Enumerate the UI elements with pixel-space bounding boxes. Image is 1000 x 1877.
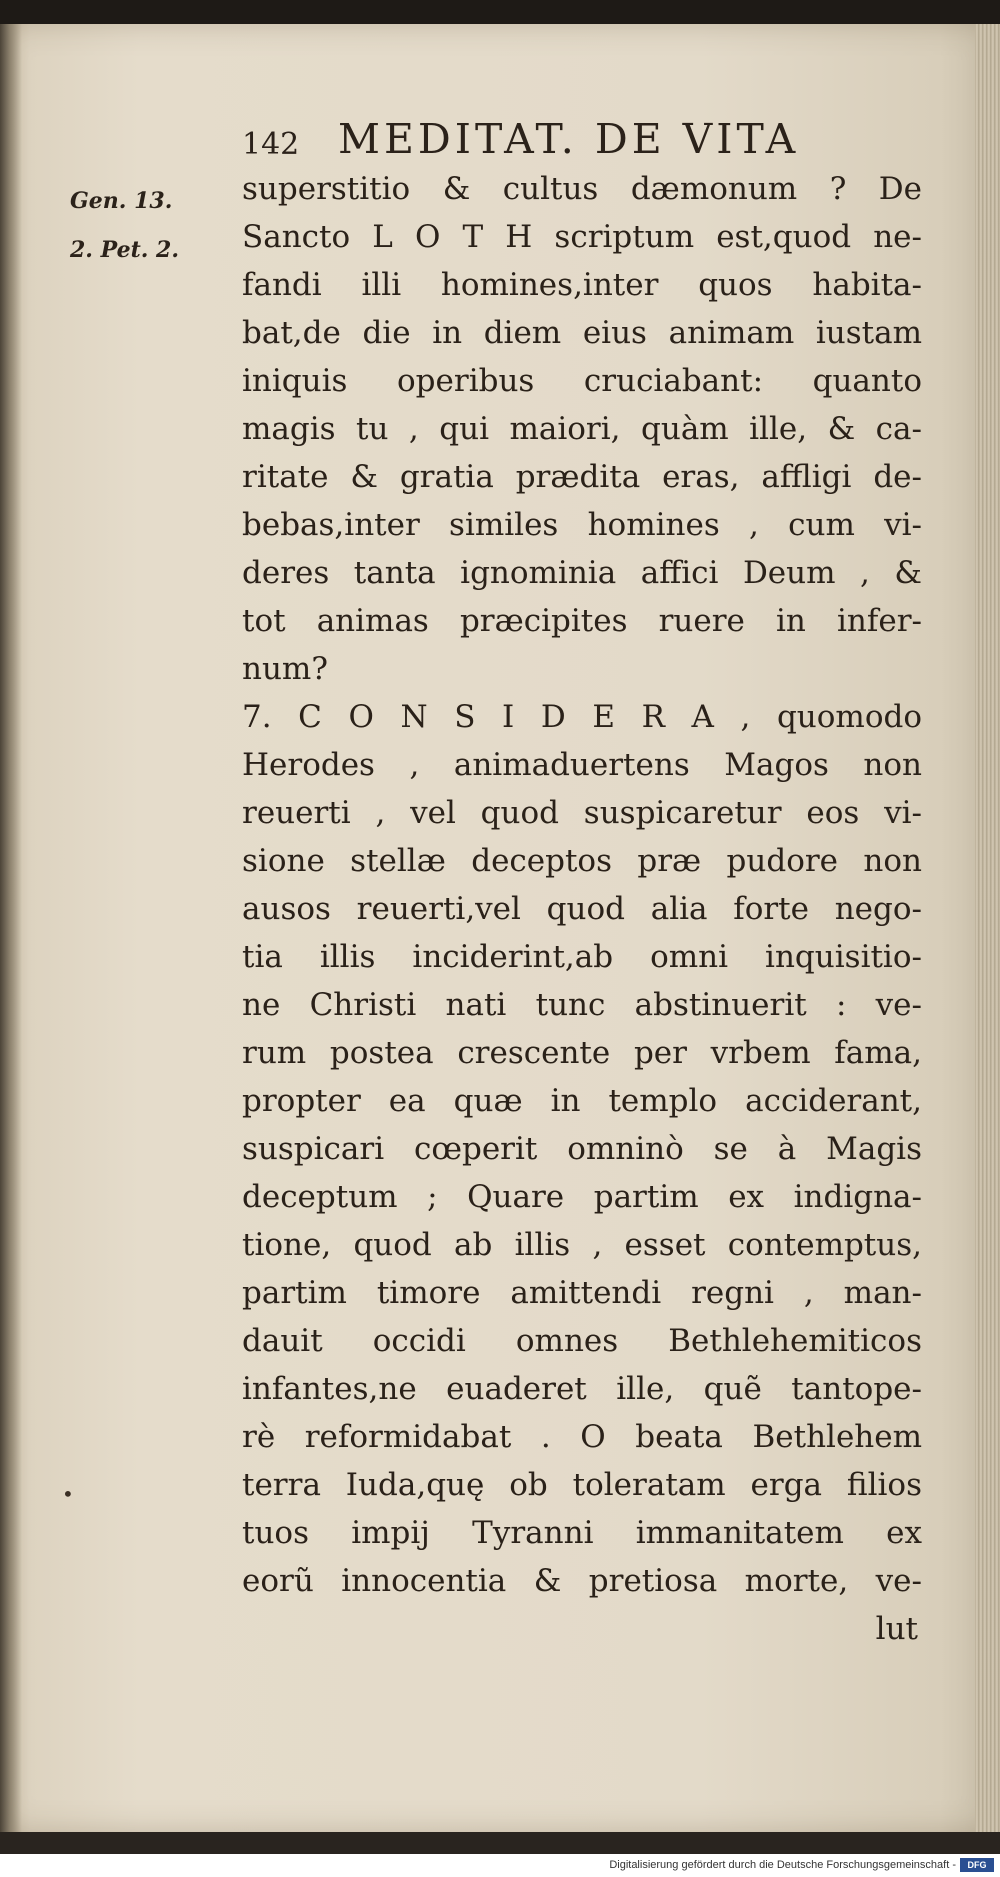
text-line: tione, quod ab illis , esset contemptus, (242, 1227, 922, 1263)
text-line: suspicari cœperit omninò se à Magis (242, 1131, 922, 1167)
page-edges (975, 24, 1000, 1832)
text-line: deceptum ; Quare partim ex indigna- (242, 1179, 922, 1215)
text-line: deres tanta ignominia affici Deum , & (242, 555, 922, 591)
text-line: partim timore amittendi regni , man- (242, 1275, 922, 1311)
text-line: reuerti , vel quod suspicaretur eos vi- (242, 795, 922, 831)
running-title: MEDITAT. DE VITA (338, 115, 800, 163)
text-line: Herodes , animaduertens Magos non (242, 747, 922, 783)
text-line: sione stellæ deceptos præ pudore non (242, 843, 922, 879)
text-line: ne Christi nati tunc abstinuerit : ve- (242, 987, 922, 1023)
text-line: tuos impij Tyranni immanitatem ex (242, 1515, 922, 1551)
running-header (242, 115, 872, 165)
text-line: fandi illi homines,inter quos habita- (242, 267, 922, 303)
text-line: eorũ innocentia & pretiosa morte, ve- (242, 1563, 922, 1599)
text-line: rum postea crescente per vrbem fama, (242, 1035, 922, 1071)
text-line: tia illis inciderint,ab omni inquisitio- (242, 939, 922, 975)
text-line: propter ea quæ in templo acciderant, (242, 1083, 922, 1119)
margin-note-peter: 2. Pet. 2. (70, 237, 180, 263)
text-line: infantes,ne euaderet ille, quẽ tantope- (242, 1371, 922, 1407)
text-line: ritate & gratia prædita eras, affligi de- (242, 459, 922, 495)
text-line: bat,de die in diem eius animam iustam (242, 315, 922, 351)
text-line: bebas,inter similes homines , cum vi- (242, 507, 922, 543)
text-line: terra Iuda,quę ob toleratam erga filios (242, 1467, 922, 1503)
text-line: iniquis operibus cruciabant: quanto (242, 363, 922, 399)
text-line: tot animas præcipites ruere in infer- (242, 603, 922, 639)
text-line: rè reformidabat . O beata Bethlehem (242, 1419, 922, 1455)
section-heading-line: 7. C O N S I D E R A , quomodo (242, 699, 922, 735)
binding-shadow (0, 24, 22, 1832)
text-line: dauit occidi omnes Bethlehemiticos (242, 1323, 922, 1359)
text-line: Sancto L O T H scriptum est,quod ne- (242, 219, 922, 255)
page-number: 142 (242, 127, 300, 162)
text-line: magis tu , qui maiori, quàm ille, & ca- (242, 411, 922, 447)
text-line: ausos reuerti,vel quod alia forte nego- (242, 891, 922, 927)
dfg-logo: DFG (960, 1858, 994, 1872)
ink-speck: • (62, 1482, 74, 1506)
bottom-shadow (0, 1832, 1000, 1854)
margin-note-genesis: Gen. 13. (70, 188, 173, 214)
text-line: num? (242, 651, 328, 687)
text-line: superstitio & cultus dæmonum ? De (242, 171, 922, 207)
catchword: lut (875, 1611, 918, 1647)
digitization-credit: Digitalisierung gefördert durch die Deutsche Forschungsgemeinschaft - (609, 1859, 956, 1871)
